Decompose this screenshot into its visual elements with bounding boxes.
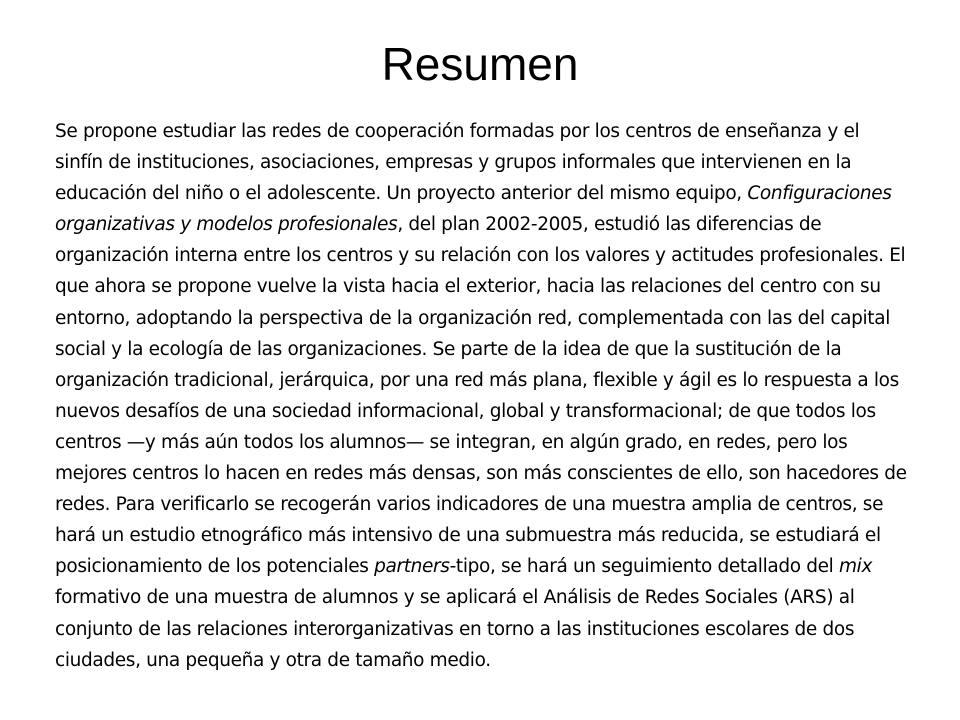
line-text: posicionamiento de los potenciales [55,556,375,578]
line-text: redes. Para verificarlo se recogerán varios indicadores de una muestra amplia de centros, se [55,494,884,516]
line-text: , del plan 2002-2005, estudió las diferencias de [397,214,822,236]
line-text: mejores centros lo hacen en redes más densas, son más conscientes de ello, son hacedores de [55,463,907,485]
line-text: que ahora se propone vuelve la vista hacia el exterior, hacia las relaciones del centro con su [55,276,881,298]
paragraph-line [55,116,935,147]
paragraph-line [55,147,935,178]
paragraph-line [55,396,935,427]
paragraph-line [55,271,935,302]
line-text: social y la ecología de las organizaciones. Se parte de la idea de que la sustitución de la [55,338,842,360]
line-text: Se propone estudiar las redes de cooperación formadas por los centros de enseñanza y el [55,121,860,142]
paragraph-line [55,427,935,458]
line-text: organización interna entre los centros y su relación con los valores y actitudes profesionales. El [55,245,906,267]
paragraph-line [55,365,935,396]
paragraph-line [55,520,935,551]
italic-project-title: Configuraciones [747,183,892,205]
italic-term-partners: partners [374,556,450,578]
italic-term-mix: mix [839,556,873,578]
line-text: -tipo, se hará un seguimiento detallado del [449,556,839,578]
line-text: nuevos desafíos de una sociedad informacional, global y transformacional; de que todos los [55,400,876,422]
abstract-paragraph [55,116,935,676]
paragraph-line [55,551,935,582]
paragraph-line [55,489,935,520]
line-text: hará un estudio etnográfico más intensivo de una submuestra más reducida, se estudiará el [55,525,881,547]
line-text: conjunto de las relaciones interorganizativas en torno a las instituciones escolares de dos [55,618,855,640]
paragraph-line [55,178,935,209]
line-text: organización tradicional, jerárquica, por una red más plana, flexible y ágil es lo respuesta a los [55,369,899,391]
paragraph-line [55,614,935,645]
line-text: centros —y más aún todos los alumnos— se integran, en algún grado, en redes, pero los [55,431,848,453]
line-text: ciudades, una pequeña y otra de tamaño medio. [55,649,491,671]
italic-project-title: organizativas y modelos profesionales [55,214,398,236]
line-text: sinfín de instituciones, asociaciones, empresas y grupos informales que intervienen en la [55,152,852,174]
slide-title: Resumen [381,38,579,90]
paragraph-line [55,240,935,271]
line-text: educación del niño o el adolescente. Un proyecto anterior del mismo equipo, [55,183,748,205]
paragraph-line [55,334,935,365]
paragraph-line [55,645,935,676]
line-text: entorno, adoptando la perspectiva de la organización red, complementada con las del capital [55,307,890,329]
paragraph-line [55,209,935,240]
paragraph-line [55,303,935,334]
line-text: formativo de una muestra de alumnos y se aplicará el Análisis de Redes Sociales (ARS) al [55,587,855,609]
paragraph-line [55,582,935,613]
paragraph-line [55,458,935,489]
